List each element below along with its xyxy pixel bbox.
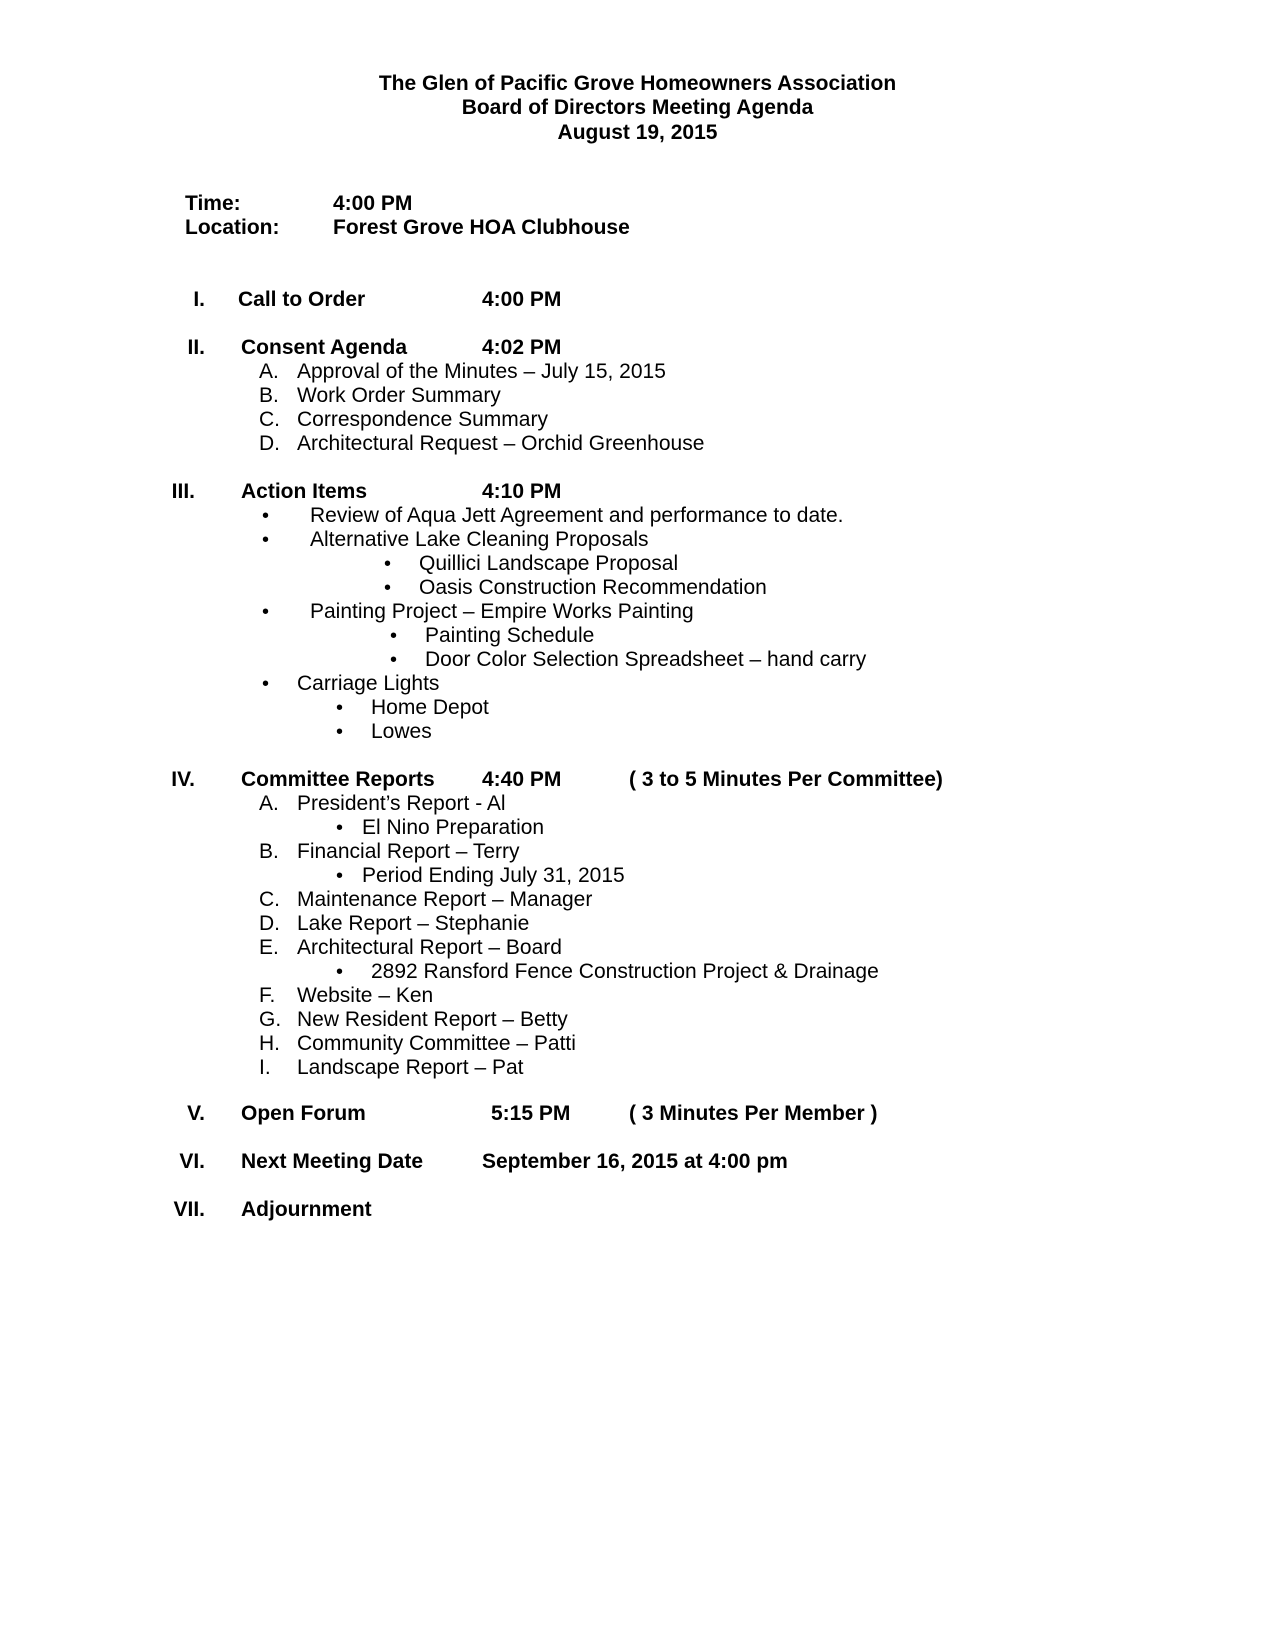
list-item: President’s Report - Al xyxy=(297,792,506,815)
time-label: Time: xyxy=(185,192,241,215)
item-letter: D. xyxy=(259,912,280,935)
section-note: ( 3 to 5 Minutes Per Committee) xyxy=(629,768,943,791)
section-title: Consent Agenda xyxy=(241,336,408,359)
section-title: Committee Reports xyxy=(241,768,435,791)
item-letter: C. xyxy=(259,888,280,911)
sub-list-item: Painting Schedule xyxy=(425,624,595,647)
item-letter: B. xyxy=(259,840,279,863)
time-value: 4:00 PM xyxy=(333,192,413,215)
section-number: I. xyxy=(193,288,205,311)
section-title: Adjournment xyxy=(241,1198,372,1221)
list-item: Alternative Lake Cleaning Proposals xyxy=(310,528,649,551)
item-letter: G. xyxy=(259,1008,282,1031)
section-number: IV. xyxy=(171,768,195,791)
section-time: 4:40 PM xyxy=(482,768,562,791)
bullet-icon: • xyxy=(262,529,270,551)
bullet-icon: • xyxy=(390,625,398,647)
section-time: 5:15 PM xyxy=(491,1102,571,1125)
section-number: III. xyxy=(171,480,195,503)
list-item: Carriage Lights xyxy=(297,672,440,695)
item-letter: I. xyxy=(259,1056,271,1079)
item-letter: E. xyxy=(259,936,279,959)
org-title: The Glen of Pacific Grove Homeowners Association xyxy=(378,72,897,95)
bullet-icon: • xyxy=(336,865,344,887)
item-letter: A. xyxy=(259,792,279,815)
section-note: ( 3 Minutes Per Member ) xyxy=(629,1102,878,1125)
list-item: Correspondence Summary xyxy=(297,408,548,431)
bullet-icon: • xyxy=(336,961,344,983)
bullet-icon: • xyxy=(336,697,344,719)
section-title: Next Meeting Date xyxy=(241,1150,424,1173)
sub-list-item: 2892 Ransford Fence Construction Project & Drainage xyxy=(371,960,879,983)
bullet-icon: • xyxy=(262,601,270,623)
list-item: Maintenance Report – Manager xyxy=(297,888,593,911)
location-value: Forest Grove HOA Clubhouse xyxy=(333,216,630,239)
list-item: New Resident Report – Betty xyxy=(297,1008,568,1031)
list-item: Architectural Report – Board xyxy=(297,936,562,959)
bullet-icon: • xyxy=(390,649,398,671)
bullet-icon: • xyxy=(384,553,392,575)
section-number: VI. xyxy=(179,1150,205,1173)
list-item: Painting Project – Empire Works Painting xyxy=(310,600,694,623)
section-number: V. xyxy=(187,1102,205,1125)
sub-list-item: Quillici Landscape Proposal xyxy=(419,552,679,575)
bullet-icon: • xyxy=(262,673,270,695)
sub-list-item: Period Ending July 31, 2015 xyxy=(362,864,625,887)
item-letter: A. xyxy=(259,360,279,383)
item-letter: C. xyxy=(259,408,280,431)
section-time: 4:02 PM xyxy=(482,336,562,359)
bullet-icon: • xyxy=(336,817,344,839)
sub-list-item: Door Color Selection Spreadsheet – hand carry xyxy=(425,648,867,671)
section-number: II. xyxy=(187,336,205,359)
section-time: 4:00 PM xyxy=(482,288,562,311)
sub-list-item: Lowes xyxy=(371,720,432,743)
list-item: Work Order Summary xyxy=(297,384,501,407)
next-meeting-date: September 16, 2015 at 4:00 pm xyxy=(482,1150,788,1173)
section-time: 4:10 PM xyxy=(482,480,562,503)
item-letter: D. xyxy=(259,432,280,455)
list-item: Approval of the Minutes – July 15, 2015 xyxy=(297,360,666,383)
item-letter: B. xyxy=(259,384,279,407)
section-title: Open Forum xyxy=(241,1102,366,1125)
list-item: Financial Report – Terry xyxy=(297,840,520,863)
list-item: Architectural Request – Orchid Greenhouse xyxy=(297,432,705,455)
list-item: Lake Report – Stephanie xyxy=(297,912,530,935)
bullet-icon: • xyxy=(336,721,344,743)
section-number: VII. xyxy=(173,1198,205,1221)
section-title: Action Items xyxy=(241,480,368,503)
list-item: Community Committee – Patti xyxy=(297,1032,576,1055)
meeting-date: August 19, 2015 xyxy=(557,121,718,144)
sub-list-item: Home Depot xyxy=(371,696,489,719)
sub-list-item: Oasis Construction Recommendation xyxy=(419,576,767,599)
sub-list-item: El Nino Preparation xyxy=(362,816,545,839)
bullet-icon: • xyxy=(384,577,392,599)
section-title: Call to Order xyxy=(238,288,366,311)
list-item: Website – Ken xyxy=(297,984,434,1007)
item-letter: H. xyxy=(259,1032,280,1055)
item-letter: F. xyxy=(259,984,276,1007)
list-item: Landscape Report – Pat xyxy=(297,1056,524,1079)
meeting-title: Board of Directors Meeting Agenda xyxy=(461,96,814,119)
bullet-icon: • xyxy=(262,505,270,527)
location-label: Location: xyxy=(185,216,280,239)
list-item: Review of Aqua Jett Agreement and performance to date. xyxy=(310,504,844,527)
